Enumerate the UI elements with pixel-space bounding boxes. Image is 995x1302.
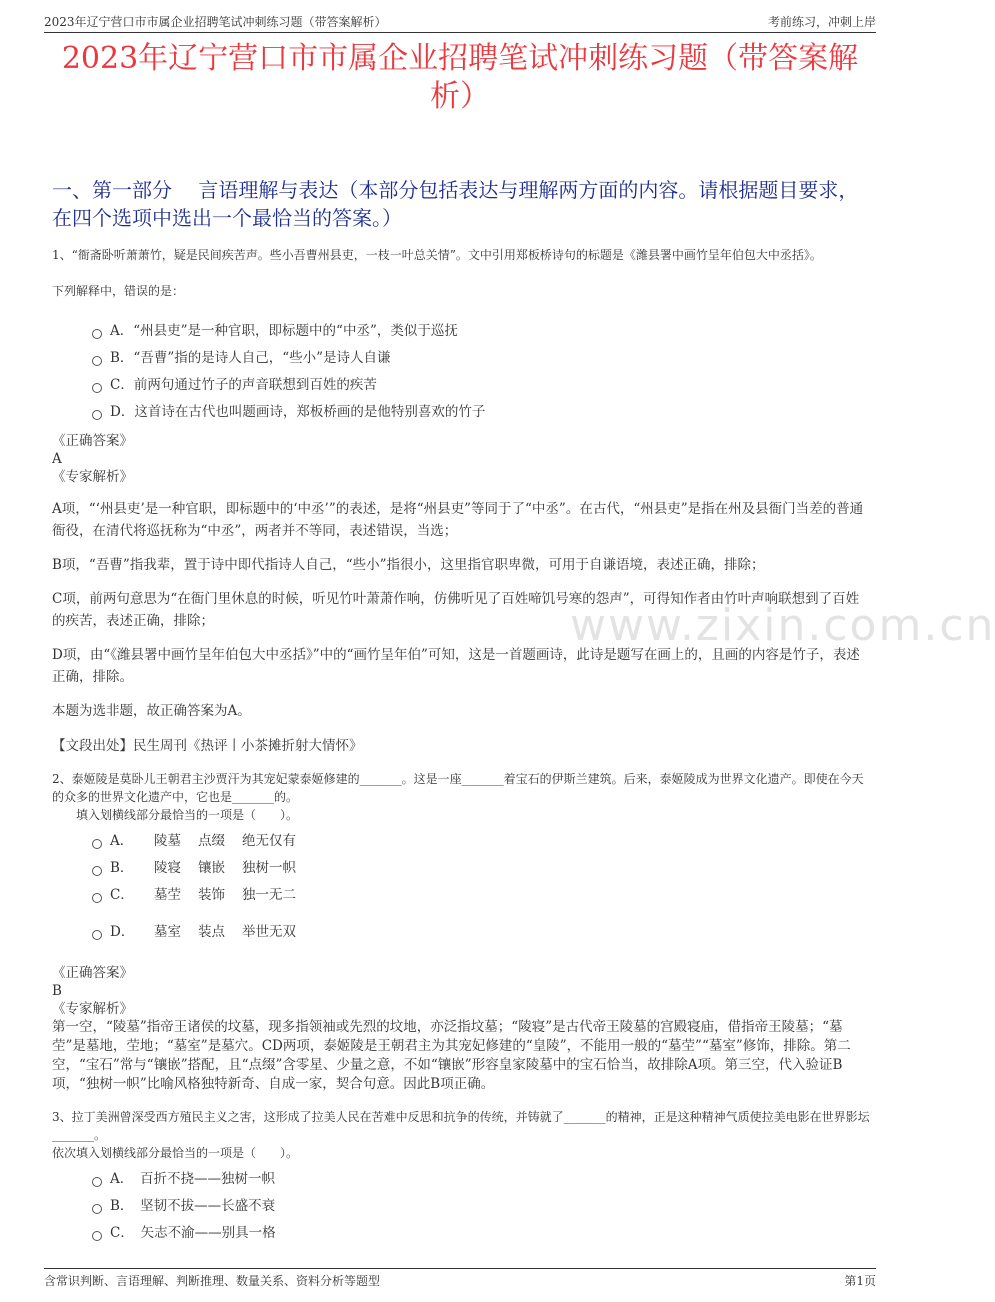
radio-icon[interactable]	[92, 383, 102, 393]
radio-icon[interactable]	[92, 893, 102, 903]
section-heading: 一、第一部分 言语理解与表达（本部分包括表达与理解两方面的内容。请根据题目要求，在四个选项中选出一个最恰当的答案。）	[52, 178, 859, 230]
radio-icon[interactable]	[92, 1204, 102, 1214]
page-footer	[44, 1268, 876, 1291]
radio-icon[interactable]	[92, 410, 102, 420]
answer-label: 《正确答案》	[52, 433, 133, 449]
question-1-text: 1、“衙斋卧听萧萧竹，疑是民间疾苦声。些小吾曹州县吏，一枝一叶总关情”。文中引用郑板桥诗句的标题是《潍县署中画竹呈年伯包大中丞括》。	[52, 248, 822, 262]
radio-icon[interactable]	[92, 839, 102, 849]
question-3-text: 3、拉丁美洲曾深受西方殖民主义之害，这形成了拉美人民在苦难中反思和抗争的传统，并铸就了_______的精神，正是这种精神气质使拉美电影在世界影坛_______。	[52, 1110, 870, 1142]
option-a[interactable]: A． 百折不挠——独树一帜	[92, 1166, 870, 1193]
analysis-paragraph: C项，前两句意思为“在衙门里休息的时候，听见竹叶萧萧作响，仿佛听见了百姓啼饥号寒的怨声”，可得知作者由竹叶声响联想到了百姓的疾苦，表述正确，排除；	[52, 591, 860, 629]
question-2-answer	[52, 964, 870, 1018]
question-3-prompt: 依次填入划横线部分最恰当的一项是（ ）。	[52, 1146, 299, 1160]
radio-icon[interactable]	[92, 356, 102, 366]
question-1-prompt: 下列解释中，错误的是：	[52, 284, 185, 298]
option-a[interactable]: A． 陵墓 点缀 绝无仅有	[92, 828, 870, 855]
question-3	[52, 1108, 870, 1247]
radio-icon[interactable]	[92, 866, 102, 876]
page-header	[44, 10, 876, 33]
question-2-text: 2、泰姬陵是莫卧儿王朝君主沙贾汗为其宠妃蒙泰姬修建的_______。这是一座_______着宝石的伊斯兰建筑。后来，泰姬陵成为世界文化遗产。即使在今天的众多的世界文化遗产中，它也是_______的。	[52, 772, 864, 804]
question-1-answer	[52, 432, 870, 486]
option-d[interactable]: D． 墓室 装点 举世无双	[92, 919, 870, 946]
radio-icon[interactable]	[92, 1177, 102, 1187]
option-b[interactable]: B．“吾曹”指的是诗人自己，“些小”是诗人自谦	[92, 345, 870, 372]
question-1-options	[92, 318, 870, 426]
option-c[interactable]: C． 矢志不渝——别具一格	[92, 1220, 870, 1247]
analysis-paragraph: D项，由“《潍县署中画竹呈年伯包大中丞括》”中的“画竹呈年伯”可知，这是一首题画诗，此诗是题写在画上的，且画的内容是竹子，表述正确，排除。	[52, 647, 860, 685]
analysis-paragraph: B项，“吾曹”指我辈，置于诗中即代指诗人自己，“些小”指很小，这里指官职卑微，可用于自谦语境，表述正确，排除；	[52, 557, 765, 573]
radio-icon[interactable]	[92, 1231, 102, 1241]
answer-value: A	[52, 451, 62, 467]
analysis-paragraph: A项，“‘州县吏’是一种官职，即标题中的‘中丞’”的表述，是将“州县吏”等同于了“中丞”。在古代，“州县吏”是指在州及县衙门当差的普通衙役，在清代将巡抚称为“中丞”，两者并不等同，表述错误，当选；	[52, 501, 864, 539]
page-number: 第1页	[844, 1274, 876, 1288]
option-b[interactable]: B． 坚韧不拔——长盛不衰	[92, 1193, 870, 1220]
radio-icon[interactable]	[92, 930, 102, 940]
radio-icon[interactable]	[92, 329, 102, 339]
analysis-conclusion: 本题为选非题，故正确答案为A。	[52, 703, 251, 719]
analysis-paragraph: 第一空，“陵墓”指帝王诸侯的坟墓，现多指领袖或先烈的坟地，亦泛指坟墓；“陵寝”是古代帝王陵墓的宫殿寝庙，借指帝王陵墓；“墓茔”是墓地，茔地；“墓室”是墓穴。CD两项，泰姬陵是王朝君主为其宠妃修建的“皇陵”，不能用一般的“墓茔”“墓室”修饰，排除。第二空，“宝石”常与“镶嵌”搭配，且“点缀”含零星、少量之意，不如“镶嵌”形容皇家陵墓中的宝石恰当，故排除A项。第三空，代入验证B项，“独树一帜”比喻风格独特新奇、自成一家，契合句意。因此B项正确。	[52, 1019, 851, 1092]
option-c[interactable]: C．前两句通过竹子的声音联想到百姓的疾苦	[92, 372, 870, 399]
question-2	[52, 770, 870, 1094]
answer-label: 《正确答案》	[52, 965, 133, 981]
option-b[interactable]: B． 陵寝 镶嵌 独树一帜	[92, 855, 870, 882]
analysis-label: 《专家解析》	[52, 1001, 133, 1017]
footer-note: 含常识判断、言语理解、判断推理、数量关系、资料分析等题型	[44, 1274, 381, 1288]
question-1	[52, 246, 870, 756]
analysis-label: 《专家解析》	[52, 469, 133, 485]
option-c[interactable]: C． 墓茔 装饰 独一无二	[92, 882, 870, 909]
source-citation: 【文段出处】民生周刊《热评丨小茶摊折射大情怀》	[52, 738, 363, 754]
option-a[interactable]: A．“州县吏”是一种官职，即标题中的“中丞”，类似于巡抚	[92, 318, 870, 345]
document-body	[52, 246, 870, 1247]
header-doc-title: 2023年辽宁营口市市属企业招聘笔试冲刺练习题（带答案解析）	[44, 15, 387, 29]
question-2-options	[92, 828, 870, 946]
watermark: www.zixin.com.cn	[570, 600, 995, 651]
question-3-options	[92, 1166, 870, 1247]
document-title: 2023年辽宁营口市市属企业招聘笔试冲刺练习题（带答案解析）	[61, 41, 859, 114]
question-2-prompt: 填入划横线部分最恰当的一项是（ ）。	[76, 808, 299, 822]
header-slogan: 考前练习，冲刺上岸	[767, 15, 876, 29]
answer-value: B	[52, 983, 62, 999]
option-d[interactable]: D．这首诗在古代也叫题画诗，郑板桥画的是他特别喜欢的竹子	[92, 399, 870, 426]
